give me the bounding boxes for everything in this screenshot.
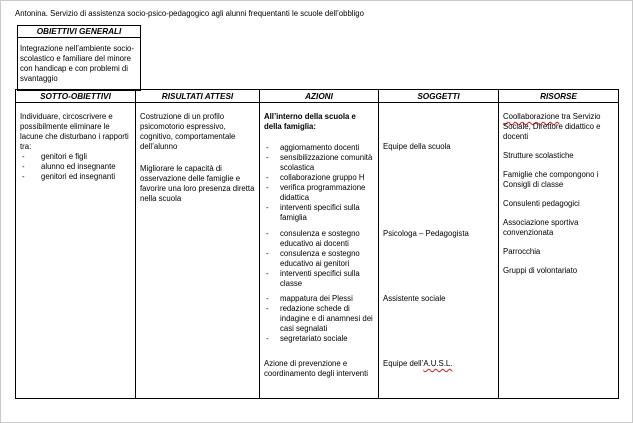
- general-objectives-box: [17, 25, 141, 91]
- list-item: - interventi specifici sulla famiglia: [264, 203, 374, 223]
- list-item: Associazione sportiva convenzionata: [503, 218, 579, 237]
- risorse-list: [503, 151, 614, 276]
- table-header-row: [16, 90, 619, 103]
- table-content-row: [16, 103, 619, 399]
- planning-table: [15, 89, 619, 399]
- list-item: Gruppi di volontariato: [503, 266, 578, 275]
- azioni-closing: Azione di prevenzione e coordinamento degli interventi: [264, 359, 369, 378]
- list-item: - aggiornamento docenti: [264, 143, 374, 153]
- risorse-first-rest: tra Servizio Sociale, Direttore didattico e docenti: [503, 112, 601, 141]
- list-item: Strutture scolastiche: [503, 151, 574, 160]
- list-item: - sensibilizzazione comunità scolastica: [264, 153, 374, 173]
- soggetti-item-2: Psicologa – Pedagogista: [383, 229, 469, 238]
- list-item: - verifica programmazione didattica: [264, 183, 374, 203]
- list-item: - redazione schede di indagine e di anamnesi dei casi segnalati: [264, 304, 374, 334]
- list-item: - segretariato sociale: [264, 334, 374, 344]
- cell-risultati-attesi: [136, 103, 260, 399]
- table-header-cell: AZIONI: [260, 90, 379, 103]
- sotto-obiettivi-list: [20, 152, 131, 182]
- azioni-group-3: [264, 294, 374, 344]
- list-item: - alunno ed insegnante: [20, 162, 131, 172]
- list-item: - consulenza e sostegno educativo ai genitori: [264, 249, 374, 269]
- soggetti-item-4: [383, 359, 494, 369]
- list-item: Parrocchia: [503, 247, 541, 256]
- soggetti-item-3: Assistente sociale: [383, 294, 446, 303]
- risorse-misspelled-word: Coollaborazione: [503, 112, 560, 121]
- list-item: - consulenza e sostegno educativo ai docenti: [264, 229, 374, 249]
- azioni-group-2: [264, 229, 374, 289]
- risultati-para-1: Costruzione di un profilo psicomotorio espressivo, cognitivo, comportamentale dell’alunno: [140, 112, 236, 151]
- risultati-para-2: Migliorare le capacità di osservazione delle famiglie e favorire una loro presenza diretta nella scuola: [140, 164, 255, 203]
- general-objectives-title: OBIETTIVI GENERALI: [18, 26, 140, 38]
- cell-sotto-obiettivi: [16, 103, 136, 399]
- table-header-cell: SOGGETTI: [379, 90, 499, 103]
- list-item: - genitori ed insegnanti: [20, 172, 131, 182]
- document-title: Antonina. Servizio di assistenza socio-psico-pedagogico agli alunni frequentanti le scuole dell’obbligo: [15, 9, 364, 18]
- cell-azioni: [260, 103, 379, 399]
- soggetti-item-4-prefix: Equipe dell’: [383, 359, 424, 368]
- list-item: Consulenti pedagogici: [503, 199, 580, 208]
- list-item: - collaborazione gruppo H: [264, 173, 374, 183]
- cell-soggetti: [379, 103, 499, 399]
- azioni-group-1: [264, 143, 374, 223]
- list-item: - genitori e figli: [20, 152, 131, 162]
- sotto-obiettivi-intro: Individuare, circoscrivere e possibilmente eliminare le lacune che disturbano i rapporti tra:: [20, 112, 129, 151]
- azioni-intro: All’interno della scuola e della famiglia:: [264, 112, 356, 131]
- general-objectives-body: Integrazione nell’ambiente socio-scolastico e familiare del minore con handicap e con problemi di svantaggio: [20, 44, 134, 83]
- risorse-first-item: [503, 112, 614, 142]
- soggetti-item-4-misspelled-word: A.U.S.L.: [423, 359, 453, 368]
- cell-risorse: [499, 103, 619, 399]
- list-item: - interventi specifici sulla classe: [264, 269, 374, 289]
- table-header-cell: RISULTATI ATTESI: [136, 90, 260, 103]
- list-item: - mappatura dei Plessi: [264, 294, 374, 304]
- table-header-cell: RISORSE: [499, 90, 619, 103]
- soggetti-item-1: Equipe della scuola: [383, 142, 451, 151]
- table-header-cell: SOTTO-OBIETTIVI: [16, 90, 136, 103]
- list-item: Famiglie che compongono i Consigli di classe: [503, 170, 599, 189]
